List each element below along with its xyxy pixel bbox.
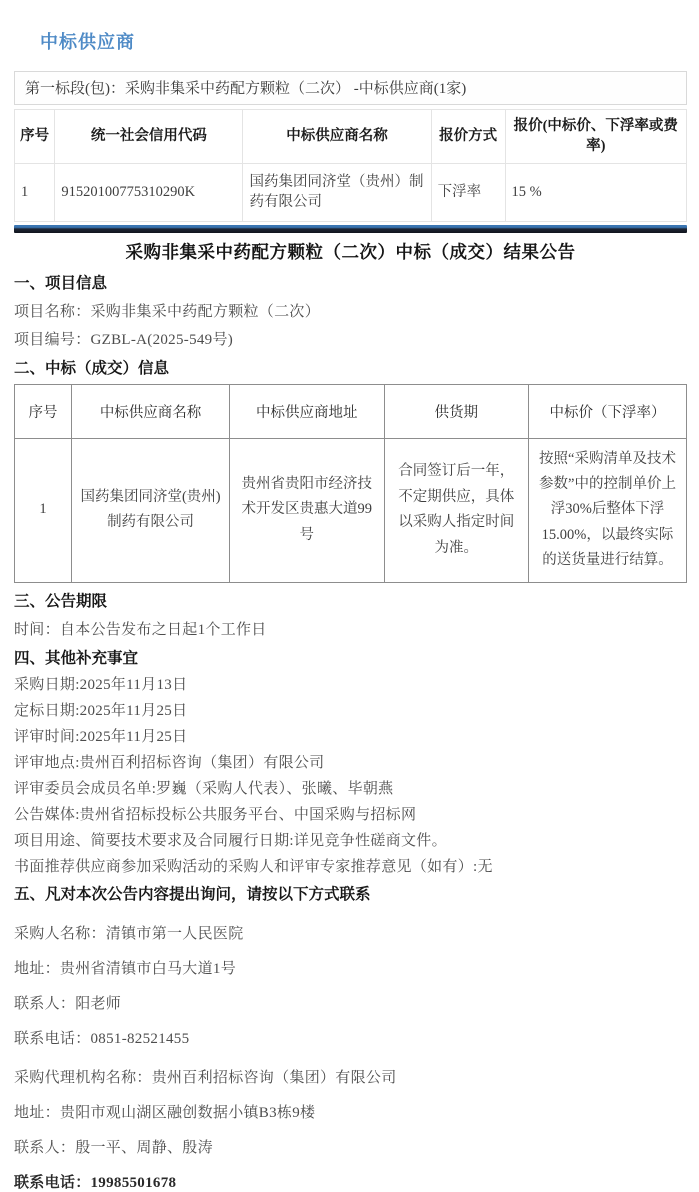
contact-line-agency-phone: 联系电话：19985501678 [14, 1174, 177, 1191]
section-heading-project-info: 一、项目信息 [14, 274, 108, 292]
header-cell-supplier-name: 中标供应商名称 [243, 110, 431, 164]
winners-summary-table [14, 109, 687, 222]
contact-line-purchaser-address: 地址：贵州省清镇市白马大道1号 [14, 960, 237, 977]
page-title: 中标供应商 [40, 32, 135, 52]
header-cell-award-price: 中标价（下浮率） [529, 384, 687, 438]
supplement-line-recommendation: 书面推荐供应商参加采购活动的采购人和评审专家推荐意见（如有）:无 [14, 858, 493, 875]
supplement-line-committee: 评审委员会成员名单:罗巍（采购人代表）、张曦、毕朝燕 [14, 780, 394, 797]
supplement-line-procure-date: 采购日期:2025年11月13日 [14, 676, 188, 693]
contact-line-purchaser-name: 采购人名称：清镇市第一人民医院 [14, 925, 244, 942]
cell-seq: 1 [15, 164, 55, 222]
section-heading-award-info: 二、中标（成交）信息 [14, 359, 170, 377]
section-heading-notice-period: 三、公告期限 [14, 592, 108, 610]
supplement-line-usage: 项目用途、简要技术要求及合同履行日期:详见竞争性磋商文件。 [14, 832, 447, 849]
supplement-line-review-time: 评审时间:2025年11月25日 [14, 728, 188, 745]
project-number-line: 项目编号：GZBL-A(2025-549号) [14, 331, 234, 348]
contact-line-agency-address: 地址：贵阳市观山湖区融创数据小镇B3栋9楼 [14, 1104, 316, 1121]
document-page [0, 28, 699, 1191]
table-row [15, 164, 687, 222]
table-row [15, 438, 687, 582]
contact-line-purchaser-person: 联系人：阳老师 [14, 995, 122, 1012]
supplement-line-award-date: 定标日期:2025年11月25日 [14, 702, 188, 719]
header-cell-supply-period: 供货期 [384, 384, 528, 438]
table-header-row [15, 110, 687, 164]
award-detail-table [14, 384, 687, 583]
cell-supply-period: 合同签订后一年，不定期供应，具体以采购人指定时间为准。 [384, 438, 528, 582]
supplement-line-media: 公告媒体:贵州省招标投标公共服务平台、中国采购与招标网 [14, 806, 417, 823]
lot-section-bar: 第一标段(包)：采购非集采中药配方颗粒（二次） -中标供应商(1家) [14, 71, 687, 105]
cell-award-price: 按照“采购清单及技术参数”中的控制单价上浮30%后整体下浮15.00%，以最终实际的送货量进行结算。 [529, 438, 687, 582]
project-name-line: 项目名称：采购非集采中药配方颗粒（二次） [14, 303, 321, 320]
header-cell-seq: 序号 [15, 384, 72, 438]
cell-supplier-name: 国药集团同济堂（贵州）制药有限公司 [243, 164, 431, 222]
cell-supplier-name: 国药集团同济堂(贵州)制药有限公司 [72, 438, 230, 582]
section-heading-supplement: 四、其他补充事宜 [14, 649, 139, 667]
supplement-line-review-place: 评审地点:贵州百利招标咨询（集团）有限公司 [14, 754, 325, 771]
table-header-row [15, 384, 687, 438]
contact-line-agency-name: 采购代理机构名称：贵州百利招标咨询（集团）有限公司 [14, 1069, 397, 1086]
header-cell-seq: 序号 [15, 110, 55, 164]
cell-supplier-address: 贵州省贵阳市经济技术开发区贵惠大道99号 [230, 438, 385, 582]
cell-seq: 1 [15, 438, 72, 582]
section-heading-contact: 五、凡对本次公告内容提出询问，请按以下方式联系 [14, 885, 371, 903]
header-cell-quote-method: 报价方式 [431, 110, 505, 164]
notice-period-time-line: 时间：自本公告发布之日起1个工作日 [14, 621, 267, 638]
header-cell-supplier-address: 中标供应商地址 [230, 384, 385, 438]
cell-quote: 15 % [505, 164, 686, 222]
announcement-title: 采购非集采中药配方颗粒（二次）中标（成交）结果公告 [125, 241, 576, 262]
header-cell-quote: 报价(中标价、下浮率或费率) [505, 110, 686, 164]
header-cell-supplier-name: 中标供应商名称 [72, 384, 230, 438]
contact-line-agency-person: 联系人：殷一平、周静、殷涛 [14, 1139, 213, 1156]
header-cell-credit-code: 统一社会信用代码 [55, 110, 243, 164]
cell-quote-method: 下浮率 [431, 164, 505, 222]
divider-bar [14, 225, 687, 233]
cell-credit-code: 91520100775310290K [55, 164, 243, 222]
contact-line-purchaser-phone: 联系电话：0851-82521455 [14, 1030, 190, 1047]
